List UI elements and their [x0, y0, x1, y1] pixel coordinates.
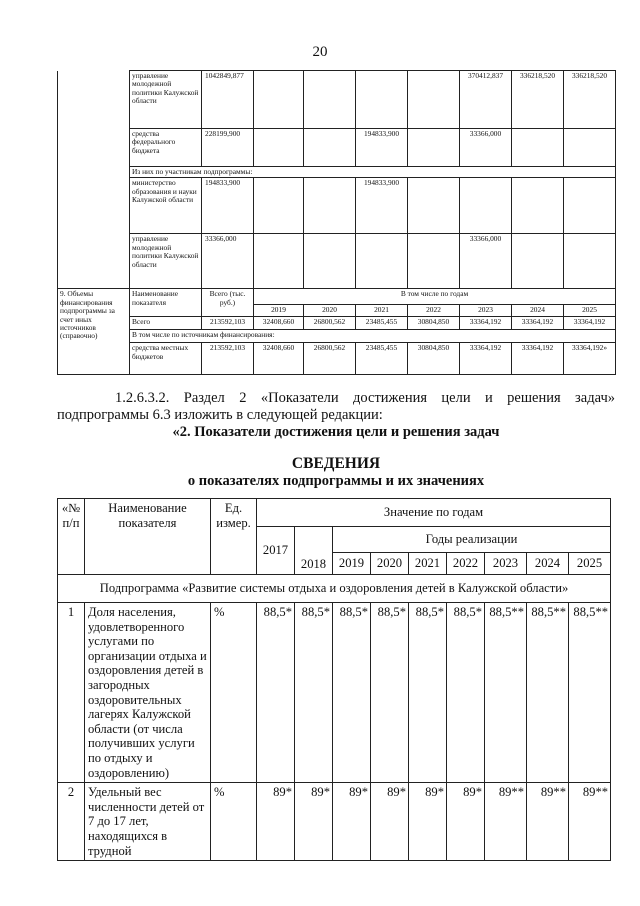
participant-label: средства федерального бюджета — [130, 129, 202, 167]
value-cell: 88,5* — [257, 603, 295, 783]
indicator-name: Удельный вес численности детей от 7 до 17 лет, находящихся в трудной — [85, 783, 211, 861]
table-row: средства федерального бюджета 228199,900 194833,900 33366,000 — [58, 129, 616, 167]
table-row: управление молодежной политики Калужской области 33366,000 33366,000 — [58, 234, 616, 289]
col-total-header: Всего (тыс. руб.) — [202, 289, 254, 317]
year-header: 2025 — [569, 553, 611, 575]
value-cell: 88,5** — [527, 603, 569, 783]
indicator-unit: % — [211, 783, 257, 861]
year-header: 2022 — [447, 553, 485, 575]
year-header: 2017 — [257, 527, 295, 575]
value-cell: 88,5* — [295, 603, 333, 783]
table-row: министерство образования и науки Калужской области 194833,900 194833,900 — [58, 178, 616, 234]
year-header: 2022 — [408, 305, 460, 317]
year-header: 2021 — [409, 553, 447, 575]
value-cell: 89* — [371, 783, 409, 861]
value-cell: 88,5* — [409, 603, 447, 783]
row-number: 1 — [58, 603, 85, 783]
year-header: 2023 — [485, 553, 527, 575]
financing-table — [57, 70, 616, 375]
local-row-label: средства местных бюджетов — [130, 343, 202, 375]
row-number: 2 — [58, 783, 85, 861]
value-cell: 89* — [295, 783, 333, 861]
year-header: 2019 — [254, 305, 304, 317]
table-row — [58, 603, 611, 783]
total-cell: 1042849,877 — [202, 71, 254, 129]
indicators-table — [57, 498, 611, 861]
table-row — [58, 330, 616, 343]
value-cell: 89** — [485, 783, 527, 861]
page-number: 20 — [312, 44, 328, 60]
participant-label: министерство образования и науки Калужской области — [130, 178, 202, 234]
col-name-header: Наименование показателя — [130, 289, 202, 317]
year-header: 2020 — [304, 305, 356, 317]
year-header: 2019 — [333, 553, 371, 575]
value-cell: 88,5** — [485, 603, 527, 783]
table-row: управление молодежной политики Калужской области 1042849,877 370412,837 336218,520 336218,520 — [58, 71, 616, 129]
impl-header: Годы реализации — [333, 527, 611, 553]
table-row: средства местных бюджетов 213592,103 32408,660 26800,562 23485,455 30804,850 33364,192 33364,192 33364,192» — [58, 343, 616, 375]
name-header: Наименование показателя — [85, 499, 211, 575]
subprogram-title: Подпрограмма «Развитие системы отдыха и оздоровления детей в Калужской области» — [58, 575, 611, 603]
participants-heading: Из них по участникам подпрограммы: — [130, 167, 616, 178]
total-cell: 213592,103 — [202, 343, 254, 375]
value-cell: 89* — [333, 783, 371, 861]
total-cell: 194833,900 — [202, 178, 254, 234]
table-row — [58, 167, 616, 178]
table-row — [58, 499, 611, 527]
value-cell: 89* — [409, 783, 447, 861]
value-cell: 89** — [569, 783, 611, 861]
year-header: 2018 — [295, 527, 333, 575]
section-heading: «2. Показатели достижения цели и решения задач — [172, 424, 500, 440]
table-row — [58, 783, 611, 861]
value-cell: 88,5** — [569, 603, 611, 783]
num-header: «№ п/п — [58, 499, 85, 575]
total-row-label: Всего — [130, 317, 202, 330]
table-row: Всего 213592,103 32408,660 26800,562 23485,455 30804,850 33364,192 33364,192 33364,192 — [58, 317, 616, 330]
year-header: 2025 — [564, 305, 616, 317]
sources-heading: В том числе по источникам финансирования: — [130, 330, 616, 343]
indicator-name: Доля населения, удовлетворенного услугами по организации отдыха и оздоровления детей в загородных оздоровительных лагерях Калужской области (от числа получивших услуги по отдыху и оздоровлению) — [85, 603, 211, 783]
values-header: Значение по годам — [257, 499, 611, 527]
year-header: 2021 — [356, 305, 408, 317]
unit-header: Ед. измер. — [211, 499, 257, 575]
years-group-header: В том числе по годам — [254, 289, 616, 305]
value-cell: 88,5* — [447, 603, 485, 783]
total-cell: 228199,900 — [202, 129, 254, 167]
year-header: 2024 — [527, 553, 569, 575]
section9-title: 9. Объемы финансирования подпрограммы за счет иных источников (справочно) — [58, 289, 130, 375]
value-cell: 88,5* — [333, 603, 371, 783]
year-header: 2024 — [512, 305, 564, 317]
value-cell: 89** — [527, 783, 569, 861]
participant-label: управление молодежной политики Калужской области — [130, 71, 202, 129]
value-cell: 89* — [257, 783, 295, 861]
total-cell: 213592,103 — [202, 317, 254, 330]
indicator-unit: % — [211, 603, 257, 783]
value-cell: 89* — [447, 783, 485, 861]
info-title: СВЕДЕНИЯ — [291, 455, 381, 472]
info-subtitle: о показателях подпрограммы и их значениях — [187, 473, 485, 489]
table-row — [58, 575, 611, 603]
year-header: 2020 — [371, 553, 409, 575]
year-header: 2023 — [460, 305, 512, 317]
participant-label: управление молодежной политики Калужской области — [130, 234, 202, 289]
amendment-paragraph: 1.2.6.3.2. Раздел 2 «Показатели достижения цели и решения задач» подпрограммы 6.3 изложить в следующей редакции: — [57, 390, 615, 423]
total-cell: 33366,000 — [202, 234, 254, 289]
value-cell: 88,5* — [371, 603, 409, 783]
table-row — [58, 289, 616, 305]
